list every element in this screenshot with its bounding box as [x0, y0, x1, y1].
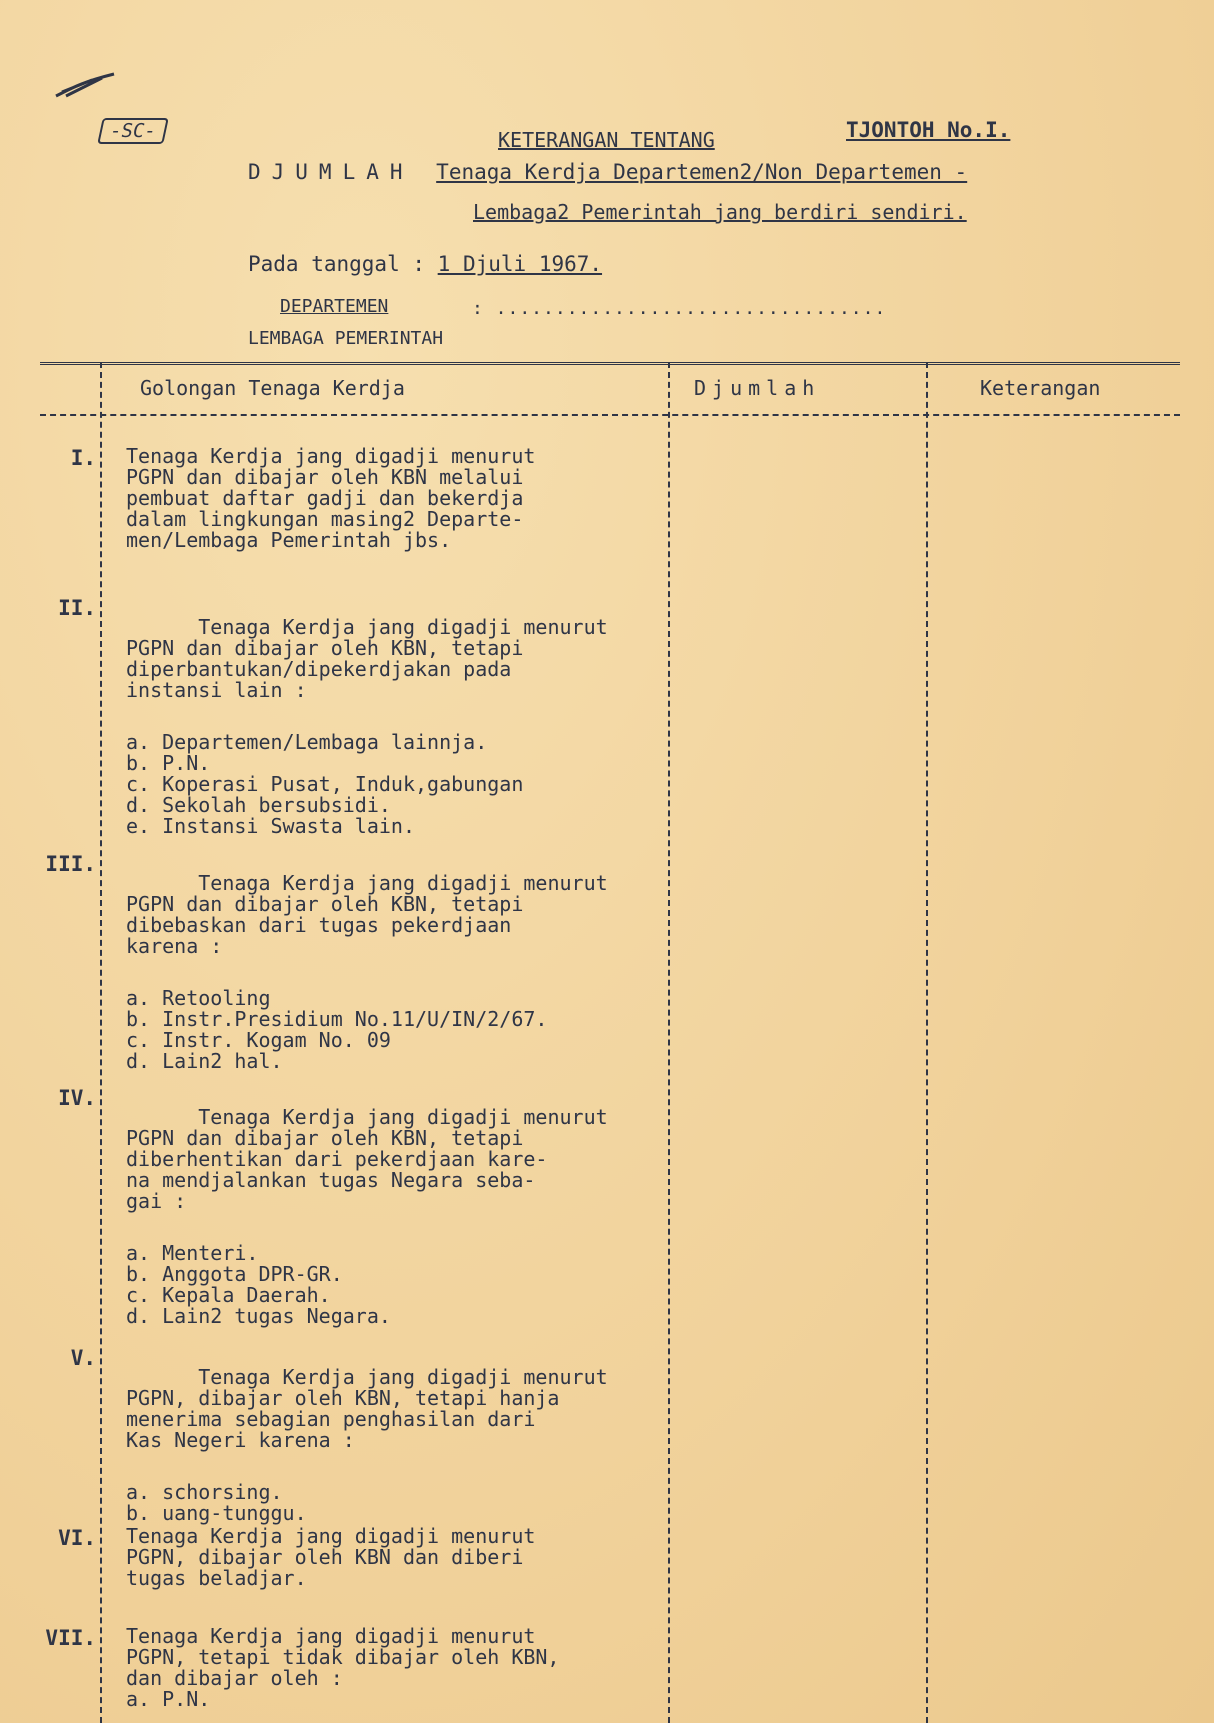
- row-main-text: Tenaga Kerdja jang digadji menurut PGPN dan dibajar oleh KBN, tetapi diperbantukan/dipekerdjakan pada instansi lain :: [126, 615, 608, 702]
- row-number: II.: [58, 596, 96, 620]
- document-subtitle: KETERANGAN TENTANG: [498, 128, 715, 152]
- date-line: [248, 252, 602, 276]
- column-header-keterangan: Keterangan: [980, 376, 1101, 400]
- column-divider-2: [668, 362, 670, 1723]
- pen-scribble-mark: [52, 70, 122, 100]
- column-header-djumlah: Djumlah: [694, 376, 821, 400]
- row-sub-items: a. Departemen/Lembaga lainnja. b. P.N. c. Koperasi Pusat, Induk,gabungan d. Sekolah bersubsidi. e. Instansi Swasta lain.: [126, 730, 524, 838]
- department-dots: : .................................: [472, 298, 887, 319]
- row-sub-items: a. Retooling b. Instr.Presidium No.11/U/IN/2/67. c. Instr. Kogam No. 09 d. Lain2 hal.: [126, 986, 548, 1073]
- row-text: [126, 852, 608, 1114]
- row-text: Tenaga Kerdja jang digadji menurut PGPN, dibajar oleh KBN dan diberi tugas beladjar.: [126, 1524, 536, 1590]
- row-number: V.: [70, 1346, 96, 1370]
- row-number: I.: [70, 446, 96, 470]
- column-divider-1: [100, 362, 102, 1723]
- jumlah-label: DJUMLAH: [248, 160, 414, 184]
- row-sub-items: a. Menteri. b. Anggota DPR-GR. c. Kepala Daerah. d. Lain2 tugas Negara.: [126, 1241, 391, 1328]
- column-divider-3: [926, 362, 928, 1723]
- row-text: Tenaga Kerdja jang digadji menurut PGPN dan dibajar oleh KBN melalui pembuat daftar gadji dan bekerdja dalam lingkungan masing2 Departe- men/Lembaga Pemerintah jbs.: [126, 444, 536, 552]
- date-value: 1 Djuli 1967.: [437, 252, 603, 276]
- row-text: [126, 1086, 608, 1369]
- title-text-1: Tenaga Kerdja Departemen2/Non Departemen -: [436, 160, 968, 184]
- row-sub-items: a. schorsing. b. uang-tunggu.: [126, 1480, 307, 1525]
- title-line-1: [248, 160, 967, 184]
- department-label: DEPARTEMEN: [280, 296, 389, 317]
- row-number: VII.: [45, 1626, 96, 1650]
- lembaga-label: LEMBAGA PEMERINTAH: [248, 328, 444, 349]
- row-text: Tenaga Kerdja jang digadji menurut PGPN, tetapi tidak dibajar oleh KBN, dan dibajar oleh : a. P.N.: [126, 1624, 560, 1711]
- table-top-rule: [40, 362, 1180, 365]
- row-main-text: Tenaga Kerdja jang digadji menurut PGPN dan dibajar oleh KBN, tetapi dibebaskan dari tugas pekerdjaan karena :: [126, 871, 608, 958]
- row-number: VI.: [58, 1526, 96, 1550]
- row-text: [126, 596, 608, 879]
- row-main-text: Tenaga Kerdja jang digadji menurut PGPN dan dibajar oleh KBN, tetapi diberhentikan dari pekerdjaan kare- na mendjalankan tugas Negara seba- gai :: [126, 1105, 608, 1213]
- title-line-2: Lembaga2 Pemerintah jang berdiri sendiri.: [473, 200, 967, 224]
- date-prefix: Pada tanggal :: [248, 252, 426, 276]
- column-header-golongan: Golongan Tenaga Kerdja: [140, 376, 405, 400]
- row-number: III.: [45, 852, 96, 876]
- table-header-rule: [40, 414, 1180, 416]
- example-number: TJONTOH No.I.: [846, 118, 1011, 142]
- row-number: IV.: [58, 1086, 96, 1110]
- document-code: -SC-: [97, 118, 168, 144]
- row-main-text: Tenaga Kerdja jang digadji menurut PGPN, dibajar oleh KBN, tetapi hanja menerima sebagian penghasilan dari Kas Negeri karena :: [126, 1365, 608, 1452]
